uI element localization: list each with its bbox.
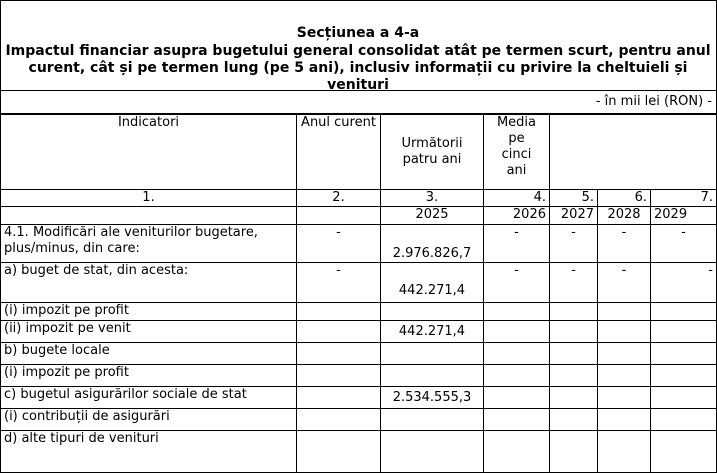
row-anul-curent <box>297 321 381 343</box>
row-value-2027: - <box>550 263 598 303</box>
table-row <box>1 303 717 321</box>
row-value-2028: - <box>598 225 651 263</box>
row-value-2027 <box>550 343 598 365</box>
column-number-row <box>1 190 717 207</box>
row-label: (i) contribuții de asigurări <box>1 409 297 431</box>
row-value-2029 <box>651 365 717 387</box>
row-anul-curent: - <box>297 225 381 263</box>
row-value-2027: - <box>550 225 598 263</box>
col-num-7: 7. <box>651 190 717 207</box>
row-value-2026 <box>484 409 550 431</box>
row-anul-curent <box>297 343 381 365</box>
row-value-2025 <box>381 343 484 365</box>
financial-impact-table <box>0 114 717 473</box>
table-row <box>1 263 717 303</box>
header-row <box>1 115 717 190</box>
table-row <box>1 365 717 387</box>
row-value-2029 <box>651 387 717 409</box>
row-label: (i) impozit pe profit <box>1 303 297 321</box>
row-value-2029 <box>651 321 717 343</box>
header-urmatorii <box>381 115 484 190</box>
year-cell-7: 2029 <box>651 207 717 225</box>
table-row <box>1 409 717 431</box>
row-value-2025 <box>381 409 484 431</box>
section-subtitle-line1: Impactul financiar asupra bugetului general consolidat atât pe termen scurt, pentru anul <box>5 43 711 59</box>
year-cell-1 <box>1 207 297 225</box>
col-num-4: 4. <box>484 190 550 207</box>
col-num-5: 5. <box>550 190 598 207</box>
row-value-2029: - <box>651 263 717 303</box>
row-anul-curent: - <box>297 263 381 303</box>
col-num-2: 2. <box>297 190 381 207</box>
row-value-2028 <box>598 409 651 431</box>
row-value-2029 <box>651 303 717 321</box>
row-value-2027 <box>550 321 598 343</box>
row-anul-curent <box>297 387 381 409</box>
row-value-2025: 2.976.826,7 <box>381 225 484 263</box>
row-value-2028 <box>598 303 651 321</box>
header-anul-curent: Anul curent <box>297 115 381 190</box>
table-row <box>1 225 717 263</box>
header-urmatorii-text: Următorii patru ani <box>401 136 463 167</box>
row-value-2027 <box>550 365 598 387</box>
row-value-2026 <box>484 431 550 473</box>
year-cell-6: 2028 <box>598 207 651 225</box>
header-media <box>484 115 550 190</box>
row-value-2025: 442.271,4 <box>381 321 484 343</box>
col-num-3: 3. <box>381 190 484 207</box>
row-label: c) bugetul asigurărilor sociale de stat <box>1 387 297 409</box>
year-cell-2 <box>297 207 381 225</box>
row-value-2029: - <box>651 225 717 263</box>
year-row <box>1 207 717 225</box>
row-value-2027 <box>550 409 598 431</box>
row-value-2027 <box>550 431 598 473</box>
unit-label: - în mii lei (RON) - <box>0 92 716 114</box>
year-cell-4: 2026 <box>484 207 550 225</box>
col-num-1: 1. <box>1 190 297 207</box>
table-row <box>1 343 717 365</box>
header-empty <box>550 115 717 190</box>
row-value-2027 <box>550 303 598 321</box>
row-value-2026 <box>484 303 550 321</box>
section-subtitle-line2: curent, cât și pe termen lung (pe 5 ani), inclusiv informații cu privire la cheltuieli și venituri <box>28 60 688 93</box>
row-value-2029 <box>651 409 717 431</box>
row-value-2028 <box>598 387 651 409</box>
row-value-2026 <box>484 365 550 387</box>
row-value-2028: - <box>598 263 651 303</box>
row-anul-curent <box>297 303 381 321</box>
header-media-text: Media pe cinci ani <box>496 115 537 178</box>
header-indicatori: Indicatori <box>1 115 297 190</box>
row-value-2026 <box>484 387 550 409</box>
row-value-2026: - <box>484 225 550 263</box>
row-value-2028 <box>598 365 651 387</box>
row-label: (i) impozit pe profit <box>1 365 297 387</box>
row-label: a) buget de stat, din acesta: <box>1 263 297 303</box>
row-value-2027 <box>550 387 598 409</box>
table-row <box>1 321 717 343</box>
row-value-2026 <box>484 343 550 365</box>
col-num-6: 6. <box>598 190 651 207</box>
row-value-2028 <box>598 431 651 473</box>
row-value-2029 <box>651 431 717 473</box>
table-row <box>1 387 717 409</box>
row-value-2025: 2.534.555,3 <box>381 387 484 409</box>
table-row <box>1 431 717 473</box>
row-value-2025 <box>381 365 484 387</box>
section-heading: Secțiunea a 4-a <box>296 25 420 41</box>
row-value-2028 <box>598 321 651 343</box>
row-value-2026 <box>484 321 550 343</box>
section-title-box <box>0 0 716 91</box>
row-anul-curent <box>297 431 381 473</box>
row-label: d) alte tipuri de venituri <box>1 431 297 473</box>
row-value-2025 <box>381 431 484 473</box>
row-label: b) bugete locale <box>1 343 297 365</box>
row-label: 4.1. Modificări ale veniturilor bugetare, plus/minus, din care: <box>1 225 297 263</box>
year-cell-5: 2027 <box>550 207 598 225</box>
row-value-2028 <box>598 343 651 365</box>
row-value-2025 <box>381 303 484 321</box>
row-anul-curent <box>297 365 381 387</box>
row-value-2025: 442.271,4 <box>381 263 484 303</box>
row-value-2029 <box>651 343 717 365</box>
year-cell-3: 2025 <box>381 207 484 225</box>
row-anul-curent <box>297 409 381 431</box>
row-label: (ii) impozit pe venit <box>1 321 297 343</box>
row-value-2026: - <box>484 263 550 303</box>
